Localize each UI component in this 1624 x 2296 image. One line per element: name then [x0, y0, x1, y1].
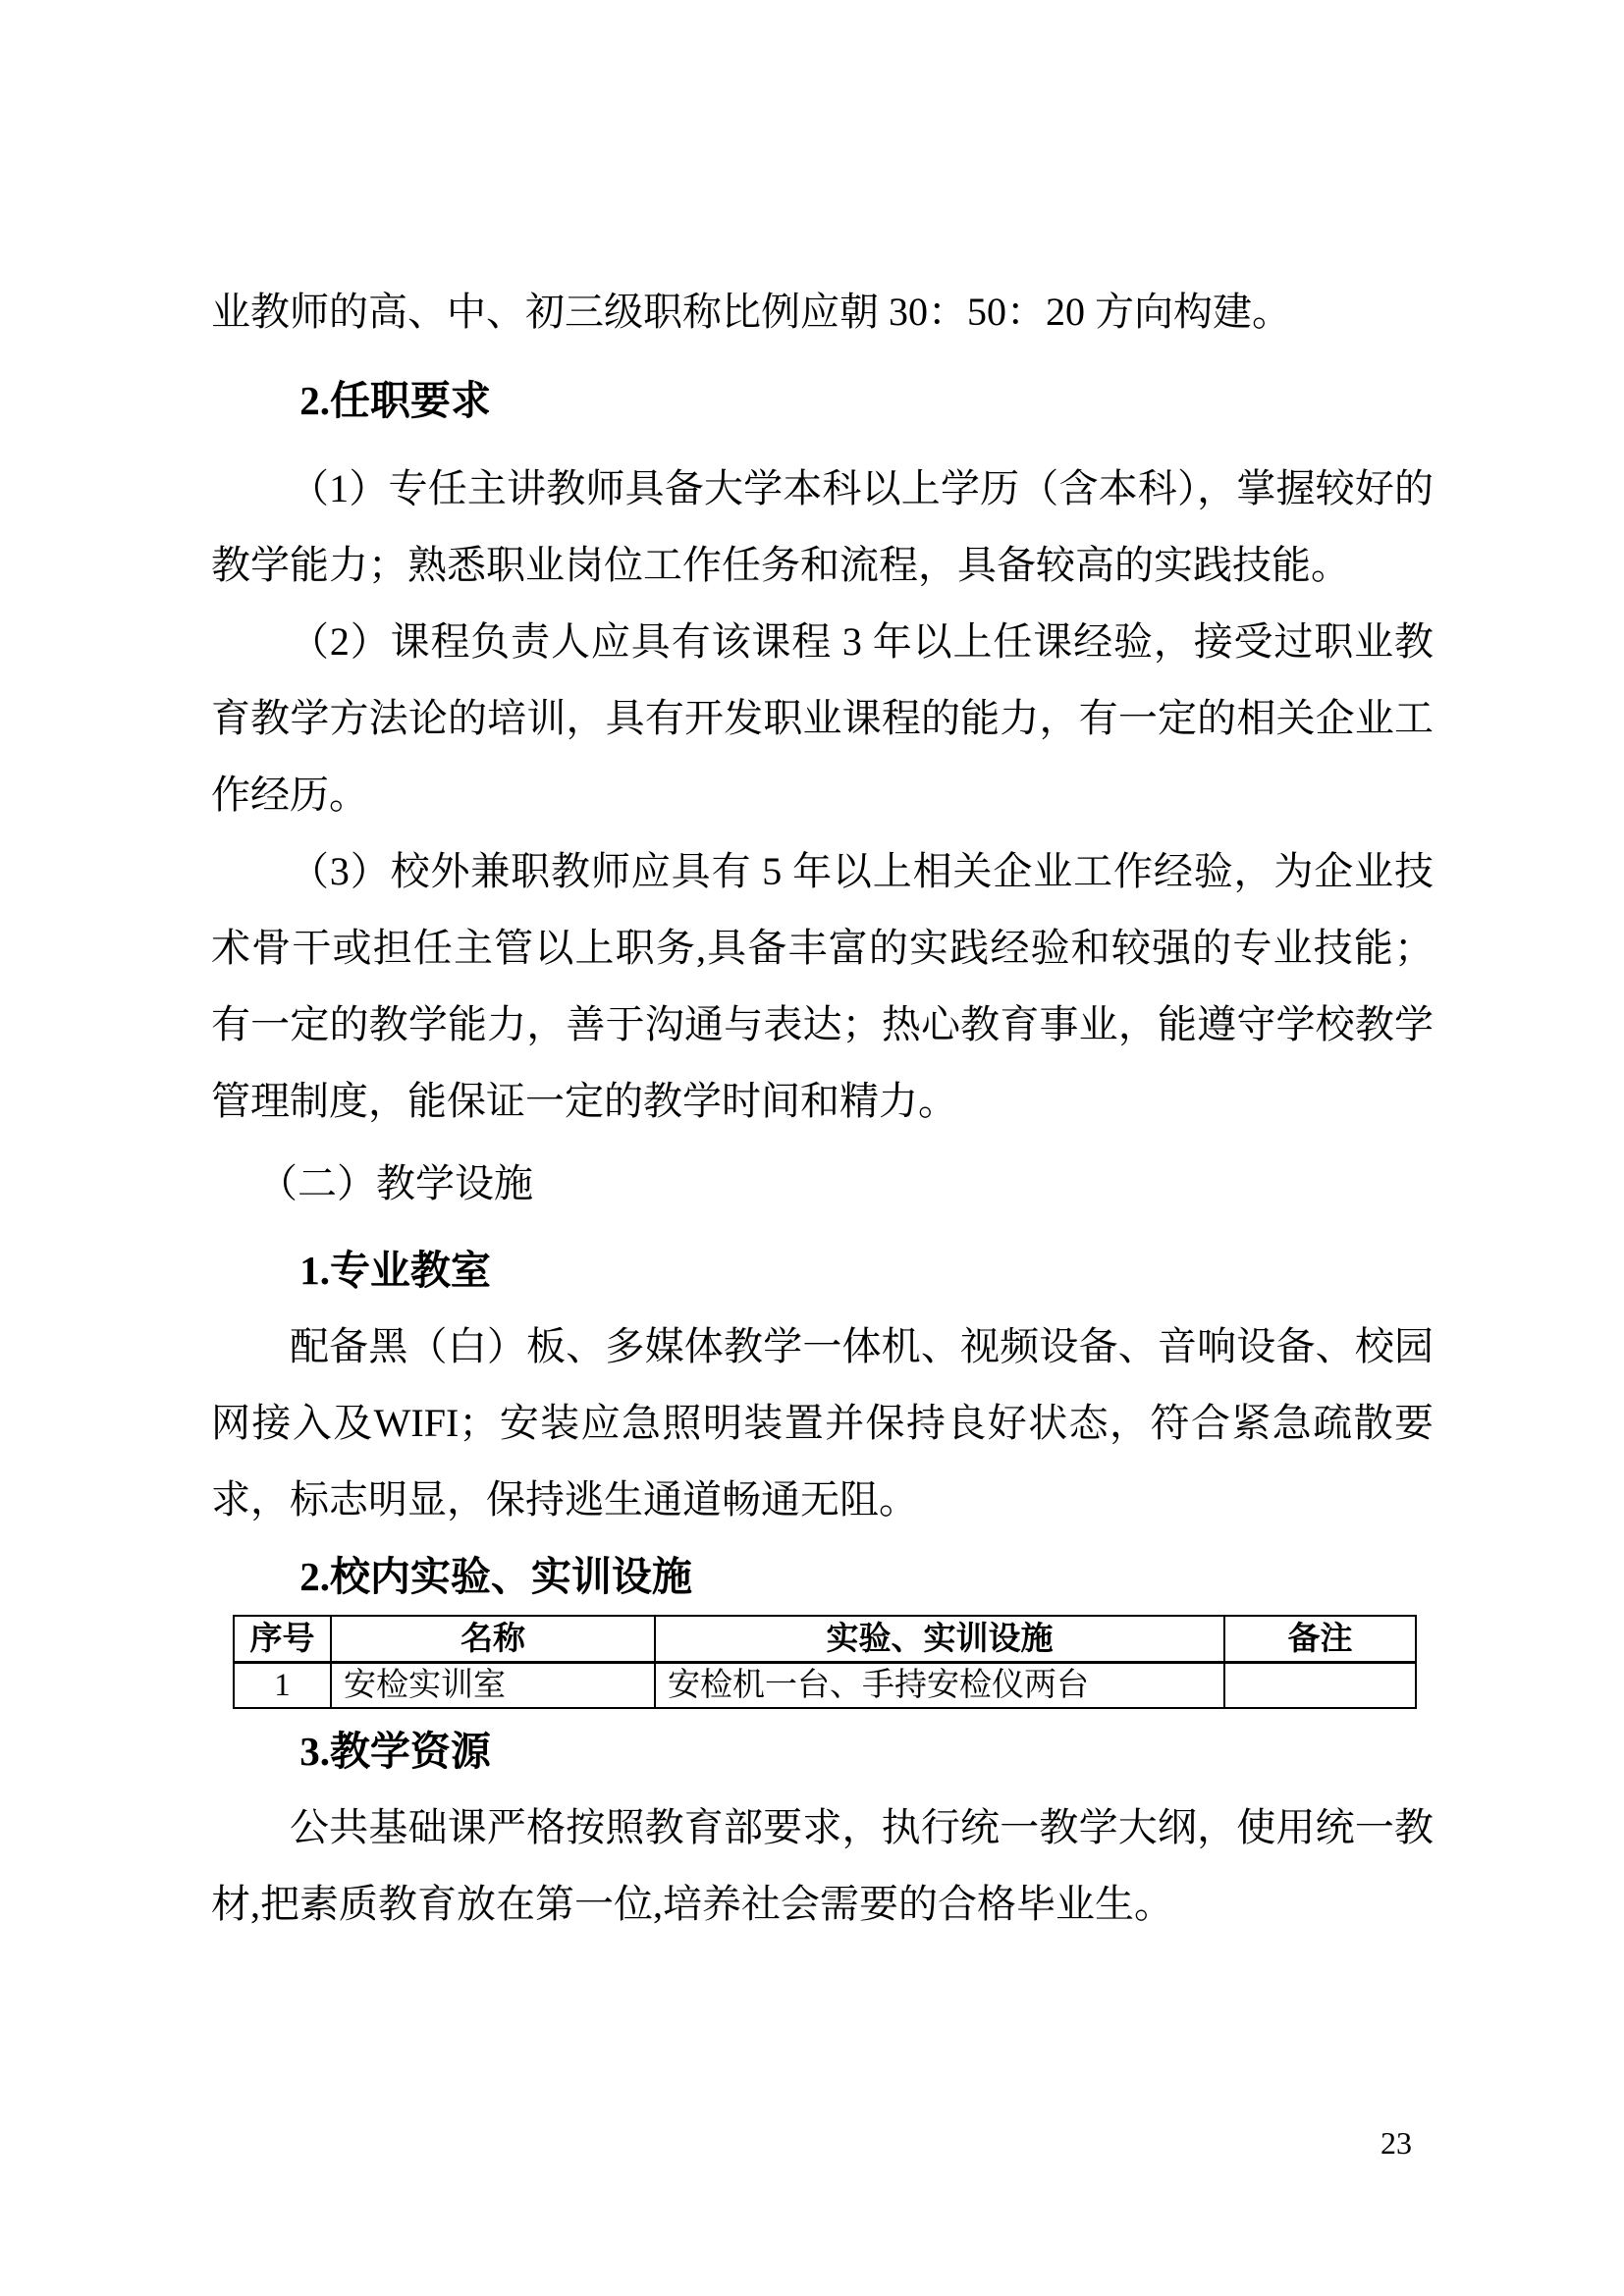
heading-campus-labs: 2.校内实验、实训设施: [299, 1554, 692, 1599]
paragraph-qualification-item-3: （3）校外兼职教师应具有 5 年以上相关企业工作经验，为企业技术骨干或担任主管以上职务,具备丰富的实践经验和较强的专业技能；有一定的教学能力，善于沟通与表达；热心教育事业，能遵守学校教学管理制度，能保证一定的教学时间和精力。: [211, 849, 1434, 1123]
labs-table-cell-remarks: [1224, 1663, 1416, 1709]
page-number: 23: [1380, 2125, 1412, 2161]
heading-teaching-resources: 3.教学资源: [299, 1729, 491, 1774]
labs-table-cell-equipment: 安检机一台、手持安检仪两台: [655, 1663, 1224, 1709]
paragraph-classroom-equipment: 配备黑（白）板、多媒体教学一体机、视频设备、音响设备、校园网接入及WIFI；安装应急照明装置并保持良好状态，符合紧急疏散要求，标志明显，保持逃生通道畅通无阻。: [211, 1324, 1434, 1522]
labs-table-header-equipment: 实验、实训设施: [655, 1616, 1224, 1663]
labs-table-header-name: 名称: [331, 1616, 655, 1663]
heading-qualification-requirements: 2.任职要求: [299, 378, 491, 423]
paragraph-teaching-resources: 公共基础课严格按照教育部要求，执行统一教学大纲，使用统一教材,把素质教育放在第一位,培养社会需要的合格毕业生。: [211, 1805, 1434, 1926]
paragraph-title-ratio-continued: 业教师的高、中、初三级职称比例应朝 30：50：20 方向构建。: [211, 290, 1291, 334]
heading-section-teaching-facilities: （二）教学设施: [258, 1161, 533, 1205]
labs-table-cell-index: 1: [234, 1663, 331, 1709]
heading-professional-classroom: 1.专业教室: [299, 1248, 491, 1293]
labs-table-header-remarks: 备注: [1224, 1616, 1416, 1663]
labs-table-cell-name: 安检实训室: [331, 1663, 655, 1709]
labs-table: [233, 1615, 1417, 1709]
paragraph-qualification-item-2: （2）课程负责人应具有该课程 3 年以上任课经验，接受过职业教育教学方法论的培训，具有开发职业课程的能力，有一定的相关企业工作经历。: [211, 619, 1434, 817]
labs-table-header-row: [234, 1616, 1416, 1663]
labs-table-row: [234, 1663, 1416, 1709]
paragraph-qualification-item-1: （1）专任主讲教师具备大学本科以上学历（含本科），掌握较好的教学能力；熟悉职业岗位工作任务和流程，具备较高的实践技能。: [211, 466, 1434, 587]
document-body: [211, 274, 1434, 1943]
labs-table-header-index: 序号: [234, 1616, 331, 1663]
